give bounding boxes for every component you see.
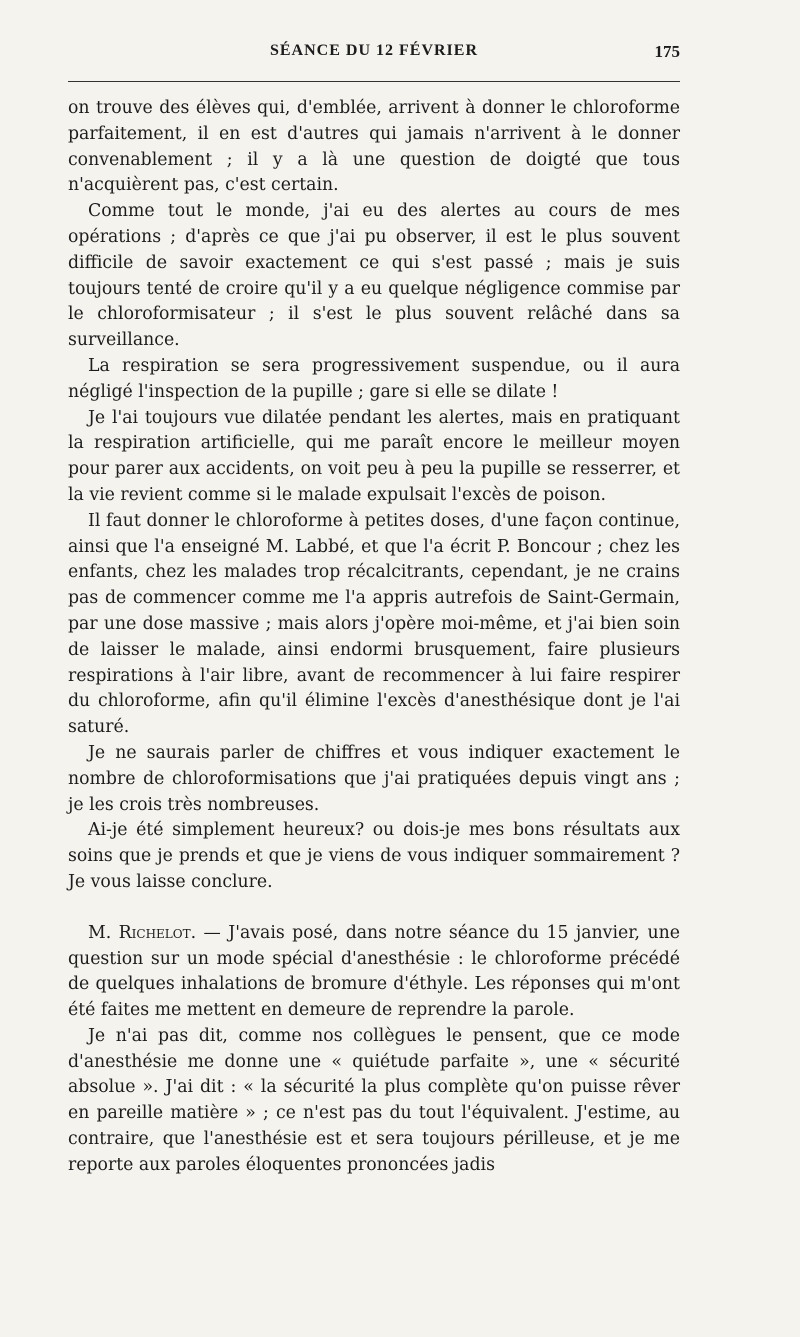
speaker-paragraph <box>68 921 680 1024</box>
paragraph: Je ne saurais parler de chiffres et vous indiquer exactement le nombre de chloroformisations que j'ai pratiquées depuis vingt ans ; je les crois très nombreuses. <box>68 742 680 815</box>
page-header <box>68 42 680 72</box>
paragraph: Je l'ai toujours vue dilatée pendant les alertes, mais en pratiquant la respiration artificielle, qui me paraît encore le meilleur moyen pour parer aux accidents, on voit peu à peu la pupille se resserrer, et la vie revient comme si le malade expulsait l'excès de poison. <box>68 407 680 505</box>
paragraph: Ai-je été simplement heureux? ou dois-je mes bons résultats aux soins que je prends et que je viens de vous indiquer sommairement ? Je vous laisse conclure. <box>68 820 680 892</box>
running-title: SÉANCE DU 12 FÉVRIER <box>269 42 479 59</box>
paragraph: La respiration se sera progressivement suspendue, ou il aura négligé l'inspection de la pupille ; gare si elle se dilate ! <box>68 355 680 402</box>
speaker-name: M. Richelot. <box>88 922 197 943</box>
text-body <box>68 96 680 1179</box>
header-rule <box>68 81 680 82</box>
paragraph: Je n'ai pas dit, comme nos collègues le pensent, que ce mode d'anesthésie me donne une « quiétude parfaite », une « sécurité absolue ». J'ai dit : « la sécurité la plus complète qu'on puisse rêver en pareille matière » ; ce n'est pas du tout l'équivalent. J'estime, au contraire, que l'anesthésie est et sera toujours périlleuse, et je me reporte aux paroles éloquentes prononcées jadis <box>68 1025 680 1175</box>
page-number: 175 <box>654 42 680 61</box>
paragraph: Il faut donner le chloroforme à petites doses, d'une façon continue, ainsi que l'a enseigné M. Labbé, et que l'a écrit P. Boncour ; chez les enfants, chez les malades trop récalcitrants, cependant, je ne crains pas de commencer comme me l'a appris autrefois de Saint-Germain, par une dose massive ; mais alors j'opère moi-même, et j'ai bien soin de laisser le malade, ainsi endormi brusquement, faire plusieurs respirations à l'air libre, avant de recommencer à lui faire respirer du chloroforme, afin qu'il élimine l'excès d'anesthésique dont je l'ai saturé. <box>68 510 680 738</box>
paragraph: on trouve des élèves qui, d'emblée, arrivent à donner le chloroforme parfaitement, il en est d'autres qui jamais n'arrivent à le donner convenablement ; il y a là une question de doigté que tous n'acquièrent pas, c'est certain. <box>68 98 680 196</box>
speaker-text: — J'avais posé, dans notre séance du 15 janvier, une question sur un mode spécial d'anesthésie : le chloroforme précédé de quelques inhalations de bromure d'éthyle. Les réponses qui m'ont été faites me mettent en demeure de reprendre la parole. <box>68 922 680 1021</box>
paragraph: Comme tout le monde, j'ai eu des alertes au cours de mes opérations ; d'après ce que j'ai pu observer, il est le plus souvent difficile de savoir exactement ce qui s'est passé ; mais je suis toujours tenté de croire qu'il y a eu quelque négligence commise par le chloroformisateur ; il s'est le plus souvent relâché dans sa surveillance. <box>68 201 680 351</box>
